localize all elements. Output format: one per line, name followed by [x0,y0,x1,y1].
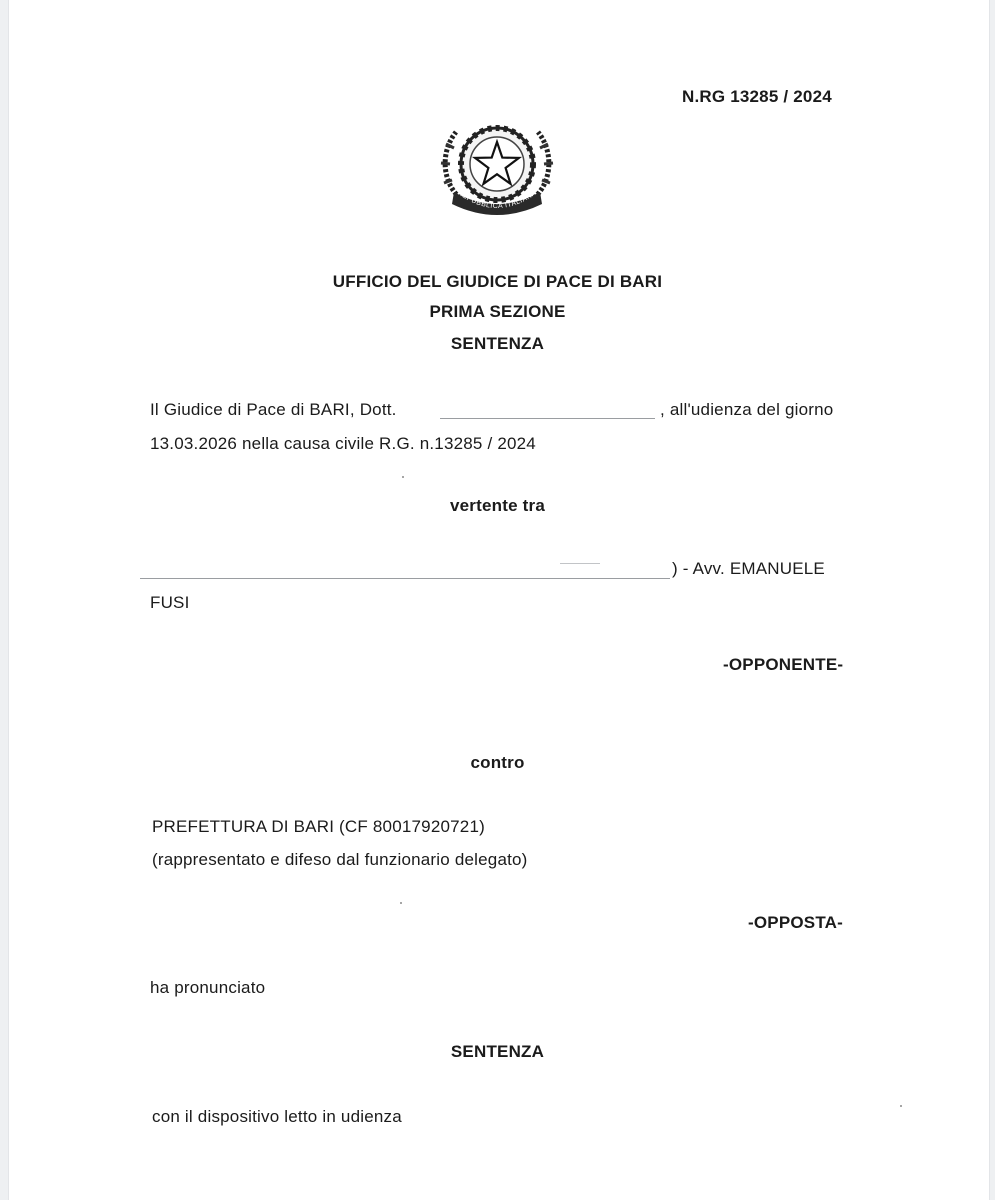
scan-speck [400,902,402,904]
verdict-note: con il dispositivo letto in udienza [152,1107,402,1126]
rg-number: N.RG 13285 / 2024 [682,87,832,106]
respondent-name: PREFETTURA DI BARI (CF 80017920721) [152,817,485,836]
redacted-judge-name [440,418,655,419]
court-office-heading: UFFICIO DEL GIUDICE DI PACE DI BARI [332,272,663,291]
pronounced-label: ha pronunciato [150,978,266,997]
case-reference-line: 13.03.2026 nella causa civile R.G. n.13285 / 2024 [150,434,536,453]
opponent-counsel-continued: FUSI [150,593,190,612]
redacted-opponent-fragment [560,563,600,564]
scan-speck [900,1105,902,1107]
against-label: contro [470,753,525,772]
redacted-opponent-name [140,578,670,579]
verdict-title: SENTENZA [450,1042,545,1061]
opponent-role-label: -OPPONENTE- [723,655,844,674]
judgment-title: SENTENZA [450,334,545,353]
respondent-role-label: -OPPOSTA- [748,913,843,932]
between-label: vertente tra [450,496,545,515]
judge-line-suffix: , all'udienza del giorno [660,400,834,419]
judge-line-prefix: Il Giudice di Pace di BARI, Dott. [150,400,397,419]
respondent-representation: (rappresentato e difeso dal funzionario delegato) [152,850,528,869]
italian-republic-emblem-icon [436,112,558,220]
opponent-counsel: ) - Avv. EMANUELE [672,559,825,578]
scan-speck [402,476,404,478]
svg-text:REPUBBLICA ITALIANA: REPUBBLICA ITALIANA [456,189,538,211]
court-section-heading: PRIMA SEZIONE [429,302,566,321]
